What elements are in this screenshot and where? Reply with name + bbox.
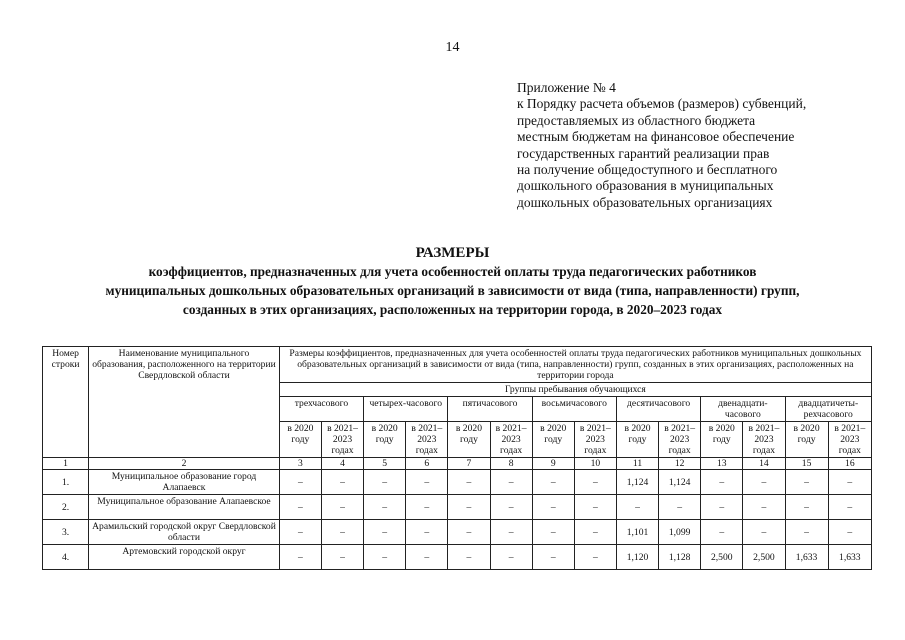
- coefficient-cell: –: [406, 545, 448, 570]
- subheader-2021-2023: в 2021–2023 годах: [828, 422, 871, 458]
- coefficient-cell: –: [321, 545, 363, 570]
- table-row: [43, 545, 872, 570]
- subheader-2020: в 2020 году: [616, 422, 658, 458]
- coefficients-table: [42, 346, 872, 570]
- subheader-2021-2023: в 2021–2023 годах: [574, 422, 616, 458]
- column-number: 10: [574, 458, 616, 470]
- appendix-line: местным бюджетам на финансовое обеспечение: [517, 129, 795, 145]
- title-main: РАЗМЕРЫ: [415, 245, 490, 261]
- column-number: 3: [279, 458, 321, 470]
- coefficient-cell: –: [743, 520, 785, 545]
- coefficient-cell: –: [321, 495, 363, 520]
- coefficient-cell: –: [785, 520, 828, 545]
- coefficient-cell: –: [701, 470, 743, 495]
- row-number: 4.: [43, 545, 89, 570]
- coefficient-cell: 1,633: [828, 545, 871, 570]
- coefficient-cell: –: [574, 495, 616, 520]
- coefficient-cell: –: [532, 545, 574, 570]
- coefficient-cell: –: [785, 495, 828, 520]
- column-number: 1: [43, 458, 89, 470]
- coefficient-cell: –: [490, 495, 532, 520]
- subheader-2020: в 2020 году: [448, 422, 490, 458]
- header-row-number: Номер строки: [43, 347, 89, 458]
- coefficient-cell: –: [448, 470, 490, 495]
- appendix-block: [517, 80, 897, 211]
- row-number: 1.: [43, 470, 89, 495]
- group-header: двадцатичеты-рехчасового: [785, 397, 872, 422]
- coefficient-cell: 1,120: [616, 545, 658, 570]
- appendix-line: Приложение № 4: [517, 80, 616, 95]
- coefficient-cell: –: [828, 470, 871, 495]
- header-municipality: Наименование муниципального образования, расположенного на территории Свердловской области: [89, 347, 280, 458]
- appendix-line: дошкольного образования в муниципальных: [517, 178, 774, 194]
- table-row: [43, 495, 872, 520]
- municipality-name: Артемовский городской округ: [89, 545, 280, 570]
- municipality-name: Муниципальное образование Алапаевское: [89, 495, 280, 520]
- column-number: 5: [364, 458, 406, 470]
- coefficient-cell: –: [532, 495, 574, 520]
- header-groups: Группы пребывания обучающихся: [279, 383, 871, 397]
- coefficient-cell: –: [785, 470, 828, 495]
- header-coefficient-sizes: Размеры коэффициентов, предназначенных для учета особенностей оплаты труда педагогических работников муниципальных дошкольных образовательных организаций в зависимости от вида (типа, направленности) групп, созданных в этих организациях, расположенных на территории города: [279, 347, 871, 383]
- coefficient-cell: 2,500: [701, 545, 743, 570]
- coefficient-cell: –: [574, 545, 616, 570]
- coefficient-cell: –: [828, 495, 871, 520]
- appendix-line: предоставляемых из областного бюджета: [517, 112, 756, 128]
- coefficient-cell: –: [616, 495, 658, 520]
- coefficient-cell: –: [279, 470, 321, 495]
- column-number: 6: [406, 458, 448, 470]
- coefficient-cell: –: [364, 470, 406, 495]
- subheader-2021-2023: в 2021–2023 годах: [490, 422, 532, 458]
- column-number: 13: [701, 458, 743, 470]
- coefficient-cell: –: [574, 520, 616, 545]
- group-header: трехчасового: [279, 397, 363, 422]
- coefficient-cell: –: [828, 520, 871, 545]
- column-number: 4: [321, 458, 363, 470]
- coefficient-cell: 1,101: [616, 520, 658, 545]
- coefficient-cell: –: [364, 545, 406, 570]
- page-number: 14: [445, 40, 460, 55]
- column-number: 7: [448, 458, 490, 470]
- subheader-2020: в 2020 году: [785, 422, 828, 458]
- coefficient-cell: –: [406, 470, 448, 495]
- table-row: [43, 520, 872, 545]
- column-number: 11: [616, 458, 658, 470]
- subheader-2021-2023: в 2021–2023 годах: [406, 422, 448, 458]
- coefficient-cell: –: [364, 495, 406, 520]
- coefficient-cell: –: [279, 495, 321, 520]
- coefficient-cell: 1,128: [659, 545, 701, 570]
- title-line: созданных в этих организациях, расположенных на территории города, в 2020–2023 годах: [182, 302, 723, 317]
- group-header: четырех-часового: [364, 397, 448, 422]
- row-number: 3.: [43, 520, 89, 545]
- coefficient-cell: –: [321, 520, 363, 545]
- coefficient-cell: –: [279, 520, 321, 545]
- subheader-2020: в 2020 году: [532, 422, 574, 458]
- column-number: 8: [490, 458, 532, 470]
- coefficient-cell: –: [701, 495, 743, 520]
- table-row: [43, 470, 872, 495]
- group-header: десятичасового: [616, 397, 700, 422]
- appendix-line: дошкольных образовательных организациях: [517, 194, 773, 210]
- column-number: 15: [785, 458, 828, 470]
- coefficient-cell: 1,124: [616, 470, 658, 495]
- group-header: пятичасового: [448, 397, 532, 422]
- coefficient-cell: –: [448, 520, 490, 545]
- coefficient-cell: –: [279, 545, 321, 570]
- coefficient-cell: –: [490, 545, 532, 570]
- coefficient-cell: –: [532, 520, 574, 545]
- subheader-2021-2023: в 2021–2023 годах: [659, 422, 701, 458]
- appendix-line: к Порядку расчета объемов (размеров) субвенций,: [517, 96, 807, 112]
- column-number: 12: [659, 458, 701, 470]
- coefficient-cell: –: [448, 495, 490, 520]
- column-number: 2: [89, 458, 280, 470]
- subheader-2021-2023: в 2021–2023 годах: [321, 422, 363, 458]
- appendix-line: государственных гарантий реализации прав: [517, 145, 770, 161]
- coefficient-cell: –: [659, 495, 701, 520]
- group-header: восьмичасового: [532, 397, 616, 422]
- column-number: 16: [828, 458, 871, 470]
- coefficient-cell: –: [490, 520, 532, 545]
- coefficient-cell: –: [701, 520, 743, 545]
- coefficient-cell: 1,633: [785, 545, 828, 570]
- municipality-name: Муниципальное образование город Алапаевск: [89, 470, 280, 495]
- municipality-name: Арамильский городской округ Свердловской области: [89, 520, 280, 545]
- appendix-line: на получение общедоступного и бесплатного: [517, 162, 778, 178]
- coefficient-cell: –: [743, 495, 785, 520]
- column-number: 14: [743, 458, 785, 470]
- coefficient-cell: –: [406, 495, 448, 520]
- row-number: 2.: [43, 495, 89, 520]
- coefficient-cell: 1,099: [659, 520, 701, 545]
- subheader-2021-2023: в 2021–2023 годах: [743, 422, 785, 458]
- subheader-2020: в 2020 году: [701, 422, 743, 458]
- coefficient-cell: –: [532, 470, 574, 495]
- group-header: двенадцати-часового: [701, 397, 785, 422]
- title-line: муниципальных дошкольных образовательных организаций в зависимости от вида (типа, направленности) групп,: [105, 283, 800, 298]
- coefficient-cell: 1,124: [659, 470, 701, 495]
- coefficient-cell: –: [490, 470, 532, 495]
- coefficient-cell: –: [574, 470, 616, 495]
- coefficient-cell: –: [321, 470, 363, 495]
- coefficient-cell: –: [406, 520, 448, 545]
- coefficient-cell: –: [364, 520, 406, 545]
- coefficient-cell: –: [743, 470, 785, 495]
- document-title: [0, 244, 905, 319]
- subheader-2020: в 2020 году: [279, 422, 321, 458]
- title-line: коэффициентов, предназначенных для учета особенностей оплаты труда педагогических работников: [148, 264, 757, 279]
- coefficient-cell: –: [448, 545, 490, 570]
- coefficient-cell: 2,500: [743, 545, 785, 570]
- subheader-2020: в 2020 году: [364, 422, 406, 458]
- column-number: 9: [532, 458, 574, 470]
